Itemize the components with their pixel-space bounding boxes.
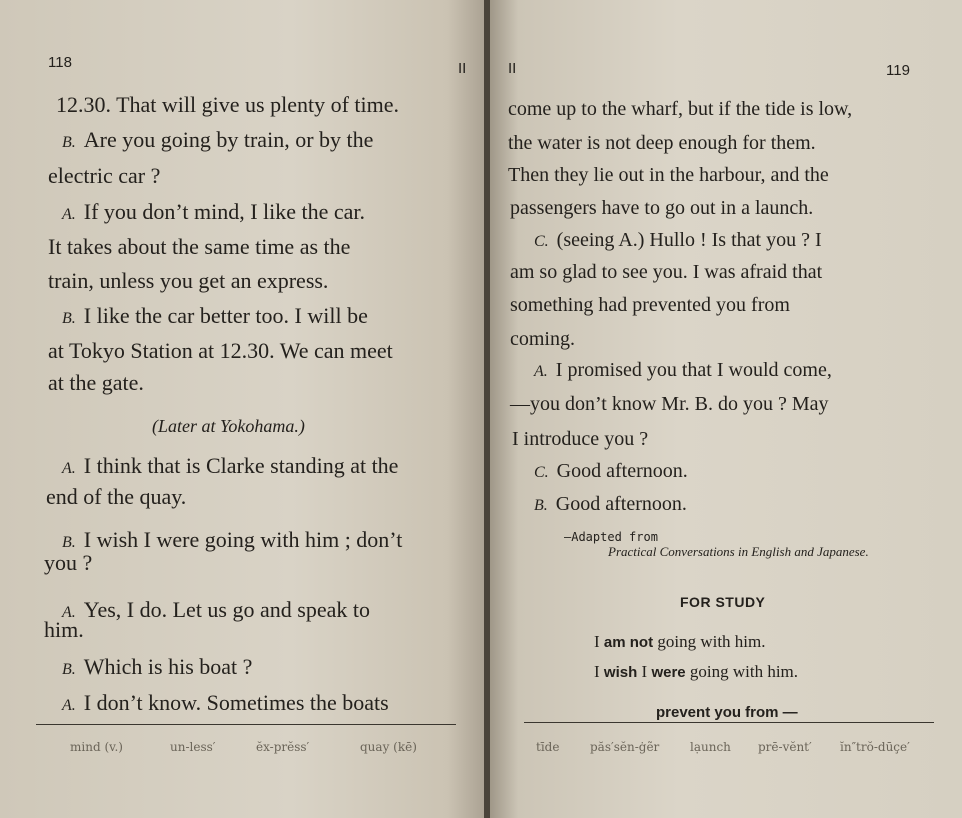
footnote: ĕx-prĕss′ — [256, 740, 310, 754]
text-line: A. Yes, I do. Let us go and speak to — [62, 597, 370, 622]
text-line: at the gate. — [48, 370, 144, 395]
text-line: B. Are you going by train, or by the — [62, 127, 374, 152]
study-line: I wish I were going with him. — [594, 662, 799, 681]
text-line: Then they lie out in the harbour, and the — [508, 164, 829, 186]
page-number: 119 — [886, 62, 910, 79]
text-line: A. I think that is Clarke standing at the — [62, 453, 399, 478]
text-line: am so glad to see you. I was afraid that — [510, 261, 823, 283]
stage-direction: (Later at Yokohama.) — [152, 416, 305, 436]
text-line: I introduce you ? — [512, 428, 649, 450]
page-number: 118 — [48, 54, 72, 71]
text-line: B. Which is his boat ? — [62, 654, 253, 679]
text-line: train, unless you get an express. — [48, 268, 329, 293]
study-heading: FOR STUDY — [680, 594, 766, 610]
text-line: come up to the wharf, but if the tide is low, — [508, 98, 853, 120]
footnote: ĭn″trŏ-dūçe′ — [840, 740, 910, 754]
text-line: B. Good afternoon. — [534, 493, 687, 515]
footnote: quay (kē) — [360, 740, 417, 754]
pronunciation-footnotes — [536, 740, 910, 754]
source-title: Practical Conversations in English and Japanese. — [608, 544, 869, 559]
footnote: lạunch — [690, 740, 731, 754]
text-line: C. (seeing A.) Hullo ! Is that you ? I — [534, 229, 822, 251]
footnote: prē-vĕnt′ — [758, 740, 812, 754]
pronunciation-footnotes — [70, 740, 417, 754]
text-line: him. — [44, 617, 84, 642]
section-marker: II — [458, 60, 467, 77]
text-line: the water is not deep enough for them. — [508, 132, 816, 154]
footnote-rule — [524, 722, 934, 723]
text-line: at Tokyo Station at 12.30. We can meet — [48, 338, 393, 363]
text-line: —you don’t know Mr. B. do you ? May — [510, 393, 829, 415]
text-line: A. I promised you that I would come, — [534, 359, 832, 381]
text-line: electric car ? — [48, 163, 161, 188]
text-line: 12.30. That will give us plenty of time. — [56, 92, 399, 117]
text-line: coming. — [510, 328, 575, 350]
footnote: păs′sĕn-ġẽr — [590, 740, 660, 754]
text-line: A. If you don’t mind, I like the car. — [62, 199, 366, 224]
text-line: It takes about the same time as the — [48, 234, 351, 259]
text-line: B. I like the car better too. I will be — [62, 303, 368, 328]
study-pattern: prevent you from — — [656, 704, 798, 721]
text-line: you ? — [44, 550, 93, 575]
section-marker: II — [508, 60, 517, 77]
text-line: end of the quay. — [46, 484, 187, 509]
footnote: un-less′ — [170, 740, 216, 754]
text-line: C. Good afternoon. — [534, 460, 688, 482]
text-line: A. I don’t know. Sometimes the boats — [62, 690, 389, 715]
right-page — [490, 0, 962, 818]
footnote: tīde — [536, 740, 560, 754]
text-line: something had prevented you from — [510, 294, 790, 316]
study-line: I am not going with him. — [594, 632, 766, 651]
source-prefix: —Adapted from — [564, 530, 658, 544]
footnote: mind (v.) — [70, 740, 123, 754]
text-line: B. I wish I were going with him ; don’t — [62, 527, 403, 552]
footnote-rule — [36, 724, 456, 725]
text-line: passengers have to go out in a launch. — [510, 197, 814, 219]
